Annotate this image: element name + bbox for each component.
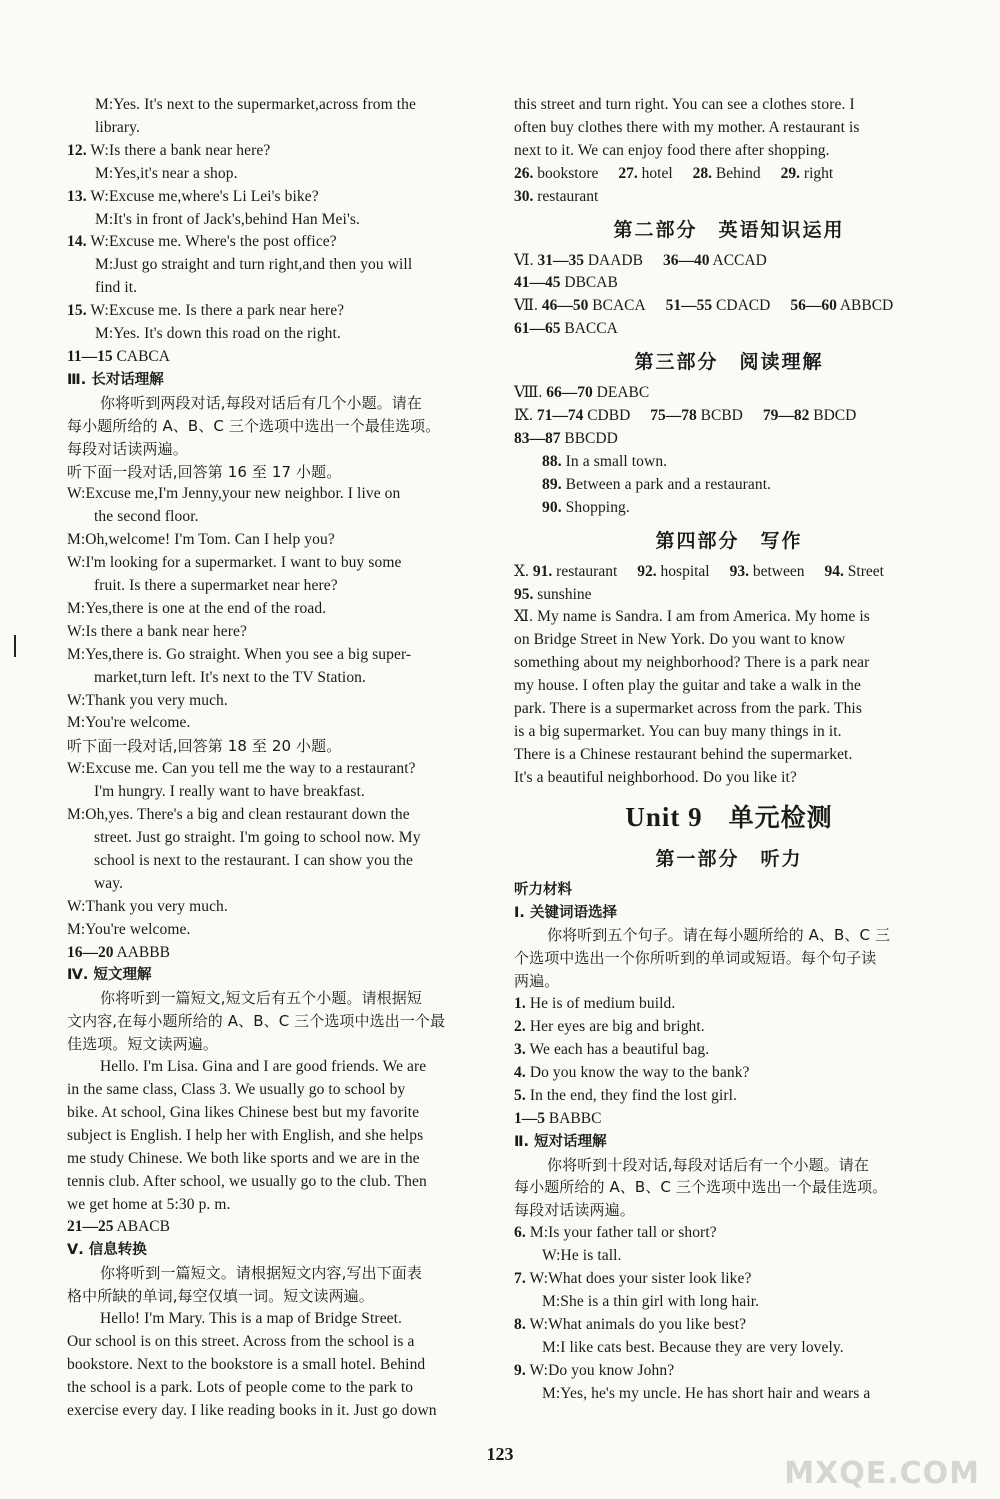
answer-range: 92. (637, 562, 657, 580)
line-text: 你将听到五个句子。请在每小题所给的 A、B、C 三 (547, 926, 891, 945)
line-text: M:Yes. It's down this road on the right. (95, 325, 341, 343)
text-line (67, 552, 497, 575)
line-text: my house. I often play the guitar and take a walk in the (514, 677, 861, 695)
line-text: in the same class, Class 3. We usually go to school by (67, 1080, 406, 1098)
line-text: way. (94, 874, 124, 892)
answer-key: hospital (660, 562, 710, 580)
line-text: M:You're welcome. (67, 920, 191, 938)
item-number: 2. (514, 1018, 526, 1036)
answer-line (514, 295, 944, 318)
text-line (514, 1154, 944, 1177)
section-numeral: Ⅵ. (514, 251, 534, 269)
line-text: W:Is there a bank near here? (90, 141, 271, 159)
line-text: market,turn left. It's next to the TV Station. (94, 668, 366, 686)
text-line (67, 1171, 497, 1194)
line-text: 你将听到一篇短文,短文后有五个小题。请根据短 (100, 989, 422, 1008)
item-number: 8. (514, 1315, 526, 1333)
answer-range: 61—65 (514, 320, 561, 338)
item-number: 9. (514, 1361, 526, 1379)
text-line (67, 163, 497, 186)
answer-range: 30. (514, 187, 534, 205)
section-numeral: Ⅹ. (514, 562, 529, 580)
line-text: 每小题所给的 A、B、C 三个选项中选出一个最佳选项。 (514, 1178, 888, 1197)
line-text: bookstore. Next to the bookstore is a small hotel. Behind (67, 1355, 426, 1373)
section-heading: Ⅲ. 长对话理解 (67, 371, 164, 388)
answer-range: 94. (824, 562, 844, 580)
line-text: It's a beautiful neighborhood. Do you like it? (514, 768, 797, 786)
answer-line (514, 163, 944, 186)
answer-line (514, 1108, 944, 1131)
line-text: We each has a beautiful bag. (529, 1041, 710, 1058)
text-line (514, 451, 944, 474)
line-text: me study Chinese. We both like sports and we are in the (67, 1149, 420, 1167)
item-number: 12. (67, 141, 87, 159)
item-number: 89. (542, 475, 562, 493)
answer-key: BCBD (700, 407, 743, 425)
line-text: M:Yes. It's next to the supermarket,across from the (95, 96, 416, 113)
item-number: 6. (514, 1224, 526, 1242)
line-text: 听下面一段对话,回答第 16 至 17 小题。 (67, 462, 342, 481)
answer-key: DEABC (596, 384, 650, 402)
text-line (67, 1148, 497, 1171)
unit-title (514, 798, 944, 834)
answer-key: BCACA (592, 297, 646, 315)
text-line (514, 744, 944, 767)
answer-key: restaurant (537, 187, 599, 205)
text-line (514, 497, 944, 520)
line-text: M:It's in front of Jack's,behind Han Mei's. (95, 210, 360, 228)
text-line (67, 804, 497, 827)
text-line (67, 850, 497, 873)
text-line (67, 1194, 497, 1217)
line-text: we get home at 5:30 p. m. (67, 1195, 231, 1213)
line-text: In a small town. (565, 452, 668, 470)
answer-key: ABBCD (839, 297, 894, 315)
item-number: 88. (542, 452, 562, 470)
line-text: fruit. Is there a supermarket near here? (94, 577, 338, 595)
line-text: something about my neighborhood? There is a park near (514, 654, 870, 672)
part-heading: 第三部分 阅读理解 (634, 351, 824, 374)
line-text: school is next to the restaurant. I can show you the (94, 851, 413, 869)
text-line (514, 993, 944, 1016)
answer-range: 36—40 (662, 251, 710, 269)
left-column (67, 94, 497, 1423)
answer-range: 41—45 (514, 274, 561, 292)
line-text: He is of medium build. (529, 995, 676, 1013)
line-text: W:Excuse me. Where's the post office? (90, 233, 337, 251)
text-line (514, 970, 944, 993)
answer-range: 93. (729, 562, 749, 580)
line-text: M:Yes,there is. Go straight. When you see a big super- (67, 645, 412, 663)
line-text: next to it. We can enjoy food there after shopping. (514, 141, 830, 159)
text-line (67, 644, 497, 667)
answer-range: 83—87 (514, 429, 561, 447)
text-line (514, 474, 944, 497)
answer-line (514, 186, 944, 209)
answer-key: ABACB (116, 1218, 170, 1236)
answer-key: DAADB (587, 251, 643, 269)
line-text: the second floor. (94, 508, 199, 526)
item-number: 5. (514, 1086, 526, 1104)
text-line (67, 1400, 497, 1423)
text-line (67, 1079, 497, 1102)
text-line (67, 873, 497, 896)
text-line (514, 1314, 944, 1337)
text-line (67, 896, 497, 919)
line-text: M:She is a thin girl with long hair. (542, 1292, 760, 1310)
answer-range: 91. (532, 562, 553, 580)
text-line (67, 483, 497, 506)
text-line (67, 735, 497, 758)
text-line (67, 1102, 497, 1125)
answer-line (514, 428, 944, 451)
answer-key: CDBD (587, 407, 631, 425)
answer-range: 21—25 (67, 1218, 114, 1236)
line-text: W:What does your sister look like? (529, 1270, 752, 1288)
text-line (67, 1056, 497, 1079)
line-text: 每段对话读两遍。 (67, 439, 188, 458)
line-text: M:I like cats best. Because they are very lovely. (542, 1338, 844, 1356)
line-text: park. There is a supermarket across from the park. This (514, 700, 862, 718)
section-heading: Ⅰ. 关键词语选择 (514, 904, 617, 921)
line-text: M:Oh,yes. There's a big and clean restaurant down the (67, 806, 410, 824)
item-number: 7. (514, 1270, 526, 1288)
text-line (67, 117, 497, 140)
line-text: tennis club. After school, we usually go to the club. Then (67, 1172, 427, 1190)
text-line (67, 323, 497, 346)
text-line (514, 629, 944, 652)
section-heading: Ⅳ. 短文理解 (67, 967, 152, 984)
line-text: Do you know the way to the bank? (529, 1063, 750, 1081)
line-text: 听下面一段对话,回答第 18 至 20 小题。 (67, 737, 342, 756)
line-text: W:Excuse me. Can you tell me the way to a restaurant? (67, 760, 416, 778)
answer-range: 79—82 (762, 407, 810, 425)
answer-range: 26. (514, 164, 534, 182)
answer-line (514, 405, 944, 428)
text-line (67, 1285, 497, 1308)
line-text: is a big supermarket. You can buy many things in it. (514, 722, 842, 740)
answer-line (514, 584, 944, 607)
text-line (514, 924, 944, 947)
answer-key: AABBB (116, 943, 170, 961)
text-line (514, 1291, 944, 1314)
line-text: the school is a park. Lots of people come to the park to (67, 1378, 414, 1396)
answer-key: sunshine (537, 585, 592, 603)
text-line (67, 1262, 497, 1285)
line-text: 两遍。 (514, 972, 560, 991)
text-line (514, 1268, 944, 1291)
text-line (67, 415, 497, 438)
answer-range: 66—70 (546, 384, 593, 402)
item-number: 15. (67, 302, 87, 320)
text-line (67, 621, 497, 644)
line-text: I'm hungry. I really want to have breakfast. (94, 783, 365, 801)
text-line (514, 1039, 944, 1062)
line-text: 每段对话读两遍。 (514, 1201, 635, 1220)
section-heading: 听力材料 (514, 881, 572, 898)
text-line (67, 919, 497, 942)
line-text: Her eyes are big and bright. (529, 1018, 705, 1036)
part-heading: 第一部分 听力 (655, 847, 803, 870)
page-number: 123 (486, 1444, 514, 1464)
line-text: 佳选项。短文读两遍。 (67, 1035, 219, 1054)
text-line (67, 827, 497, 850)
line-text: M:Yes,it's near a shop. (95, 164, 238, 182)
answer-range: 95. (514, 585, 534, 603)
text-line (67, 94, 497, 117)
section-numeral: Ⅶ. (514, 297, 538, 315)
text-line (514, 1337, 944, 1360)
text-line (67, 1354, 497, 1377)
answer-range: 75—78 (650, 407, 697, 425)
right-column (514, 94, 944, 1406)
line-text: W:What animals do you like best? (529, 1315, 747, 1333)
answer-range: 11—15 (67, 347, 113, 365)
text-line (67, 1308, 497, 1331)
text-line (67, 712, 497, 735)
answer-key: BACCA (564, 320, 618, 338)
line-text: exercise every day. I like reading books in it. Just go down (67, 1401, 437, 1419)
answer-key: ACCAD (712, 251, 767, 269)
answer-range: 1—5 (514, 1109, 545, 1127)
answer-range: 46—50 (541, 297, 589, 315)
answer-key: CABCA (116, 347, 170, 365)
text-line (514, 767, 944, 790)
item-number: 4. (514, 1063, 526, 1081)
text-line (67, 506, 497, 529)
answer-key: Behind (715, 164, 761, 182)
line-text: M:You're welcome. (67, 714, 191, 732)
line-text: M:Yes, he's my uncle. He has short hair and wears a (542, 1384, 871, 1402)
text-line (514, 1383, 944, 1406)
text-line (67, 231, 497, 254)
line-text: 个选项中选出一个你所听到的单词或短语。每个句子读 (514, 949, 877, 968)
line-text: 你将听到两段对话,每段对话后有几个小题。请在 (100, 393, 422, 412)
text-line (514, 140, 944, 163)
line-text: 文内容,在每小题所给的 A、B、C 三个选项中选出一个最 (67, 1012, 446, 1031)
line-text: M:Yes,there is one at the end of the road. (67, 599, 327, 617)
answer-key: right (803, 164, 834, 182)
text-line (514, 1016, 944, 1039)
text-line (67, 1377, 497, 1400)
answer-range: 28. (692, 164, 713, 182)
line-text: often buy clothes there with my mother. A restaurant is (514, 118, 860, 136)
text-line (67, 186, 497, 209)
line-text: Hello. I'm Lisa. Gina and I are good friends. We are (100, 1058, 427, 1076)
text-line (67, 575, 497, 598)
line-text: W:I'm looking for a supermarket. I want to buy some (67, 554, 402, 572)
text-line (67, 690, 497, 713)
line-text: bike. At school, Gina likes Chinese best but my favorite (67, 1103, 420, 1121)
text-line (67, 598, 497, 621)
item-number: 13. (67, 187, 87, 205)
text-line (514, 652, 944, 675)
watermark-logo: MXQE.COM (784, 1456, 980, 1491)
text-line (67, 300, 497, 323)
answer-line (514, 250, 944, 273)
answer-range: 51—55 (665, 297, 713, 315)
text-line (514, 1062, 944, 1085)
item-number: 14. (67, 233, 87, 251)
line-text: this street and turn right. You can see a clothes store. I (514, 96, 855, 113)
answer-line (67, 1216, 497, 1239)
line-text: Shopping. (565, 498, 630, 516)
answer-key: DBCAB (564, 274, 618, 292)
text-line (514, 1360, 944, 1383)
text-line (67, 209, 497, 232)
answer-key: CDACD (716, 297, 771, 315)
line-text: In the end, they find the lost girl. (529, 1086, 738, 1104)
answer-range: 56—60 (790, 297, 837, 315)
text-line (67, 461, 497, 484)
line-text: M:Is your father tall or short? (529, 1224, 717, 1242)
line-text: on Bridge Street in New York. Do you want to know (514, 631, 846, 649)
line-text: W:Excuse me. Is there a park near here? (90, 302, 345, 320)
unit-number: Unit 9 (625, 801, 703, 832)
text-line (67, 1125, 497, 1148)
text-line (514, 606, 944, 629)
line-text: 每小题所给的 A、B、C 三个选项中选出一个最佳选项。 (67, 416, 441, 435)
answer-range: 71—74 (536, 407, 584, 425)
answer-line (514, 382, 944, 405)
answer-line (514, 561, 944, 584)
answer-key: Street (847, 562, 884, 580)
text-line (514, 721, 944, 744)
line-text: W:Excuse me,where's Li Lei's bike? (90, 187, 319, 205)
text-line (67, 254, 497, 277)
answer-range: 29. (780, 164, 801, 182)
answer-key: BABBC (548, 1109, 602, 1127)
text-line (67, 392, 497, 415)
section-numeral: Ⅸ. (514, 407, 533, 425)
answer-key: restaurant (556, 562, 618, 580)
answer-key: BBCDD (564, 429, 618, 447)
text-line (514, 1176, 944, 1199)
text-line (514, 1085, 944, 1108)
line-text: 你将听到十段对话,每段对话后有一个小题。请在 (547, 1155, 869, 1174)
text-line (67, 140, 497, 163)
answer-key: bookstore (537, 164, 599, 182)
section-heading: Ⅴ. 信息转换 (67, 1242, 147, 1259)
line-text: M:Just go straight and turn right,and then you will (95, 256, 413, 274)
line-text: W:Thank you very much. (67, 897, 228, 915)
text-line (514, 698, 944, 721)
answer-range: 16—20 (67, 943, 114, 961)
line-text: W:He is tall. (542, 1247, 622, 1265)
line-text: 你将听到一篇短文。请根据短文内容,写出下面表 (100, 1264, 422, 1283)
section-numeral: Ⅷ. (514, 384, 543, 402)
line-text: Ⅺ. My name is Sandra. I am from America. My home is (514, 608, 870, 626)
section-heading: Ⅱ. 短对话理解 (514, 1133, 607, 1150)
line-text: M:Oh,welcome! I'm Tom. Can I help you? (67, 531, 335, 549)
line-text: W:Do you know John? (529, 1361, 675, 1379)
part-heading: 第二部分 英语知识运用 (613, 218, 845, 241)
answer-line (67, 346, 497, 369)
answer-key: BDCD (813, 407, 857, 425)
answer-key: hotel (641, 164, 673, 182)
answer-range: 27. (618, 164, 638, 182)
line-text: Hello! I'm Mary. This is a map of Bridge Street. (100, 1310, 403, 1328)
text-line (67, 438, 497, 461)
margin-mark (14, 635, 16, 657)
line-text: library. (95, 118, 140, 136)
text-line (514, 1199, 944, 1222)
line-text: There is a Chinese restaurant behind the supermarket. (514, 745, 853, 763)
text-line (67, 1033, 497, 1056)
part-heading: 第四部分 写作 (655, 529, 803, 552)
line-text: subject is English. I help her with English, and she helps (67, 1126, 424, 1144)
line-text: find it. (95, 279, 138, 297)
text-line (67, 987, 497, 1010)
text-line (514, 1222, 944, 1245)
line-text: W:Excuse me,I'm Jenny,your new neighbor. I live on (67, 485, 401, 503)
answer-line (514, 272, 944, 295)
item-number: 1. (514, 995, 526, 1013)
line-text: Our school is on this street. Across from the school is a (67, 1332, 415, 1350)
item-number: 3. (514, 1041, 526, 1058)
text-line (67, 529, 497, 552)
item-number: 90. (542, 498, 562, 516)
text-line (67, 758, 497, 781)
text-line (514, 947, 944, 970)
text-line (67, 1010, 497, 1033)
text-line (67, 277, 497, 300)
text-line (514, 117, 944, 140)
answer-key: between (752, 562, 805, 580)
text-line (67, 667, 497, 690)
line-text: street. Just go straight. I'm going to school now. My (94, 829, 421, 846)
text-line (67, 1331, 497, 1354)
text-line (67, 781, 497, 804)
answer-line (514, 318, 944, 341)
text-line (514, 1245, 944, 1268)
text-line (514, 675, 944, 698)
text-line (514, 94, 944, 117)
line-text: W:Is there a bank near here? (67, 622, 247, 640)
answer-line (67, 942, 497, 965)
line-text: 格中所缺的单词,每空仅填一词。短文读两遍。 (67, 1287, 374, 1306)
answer-range: 31—35 (537, 251, 584, 269)
line-text: Between a park and a restaurant. (565, 475, 772, 493)
line-text: W:Thank you very much. (67, 691, 228, 709)
unit-subtitle: 单元检测 (728, 802, 833, 832)
